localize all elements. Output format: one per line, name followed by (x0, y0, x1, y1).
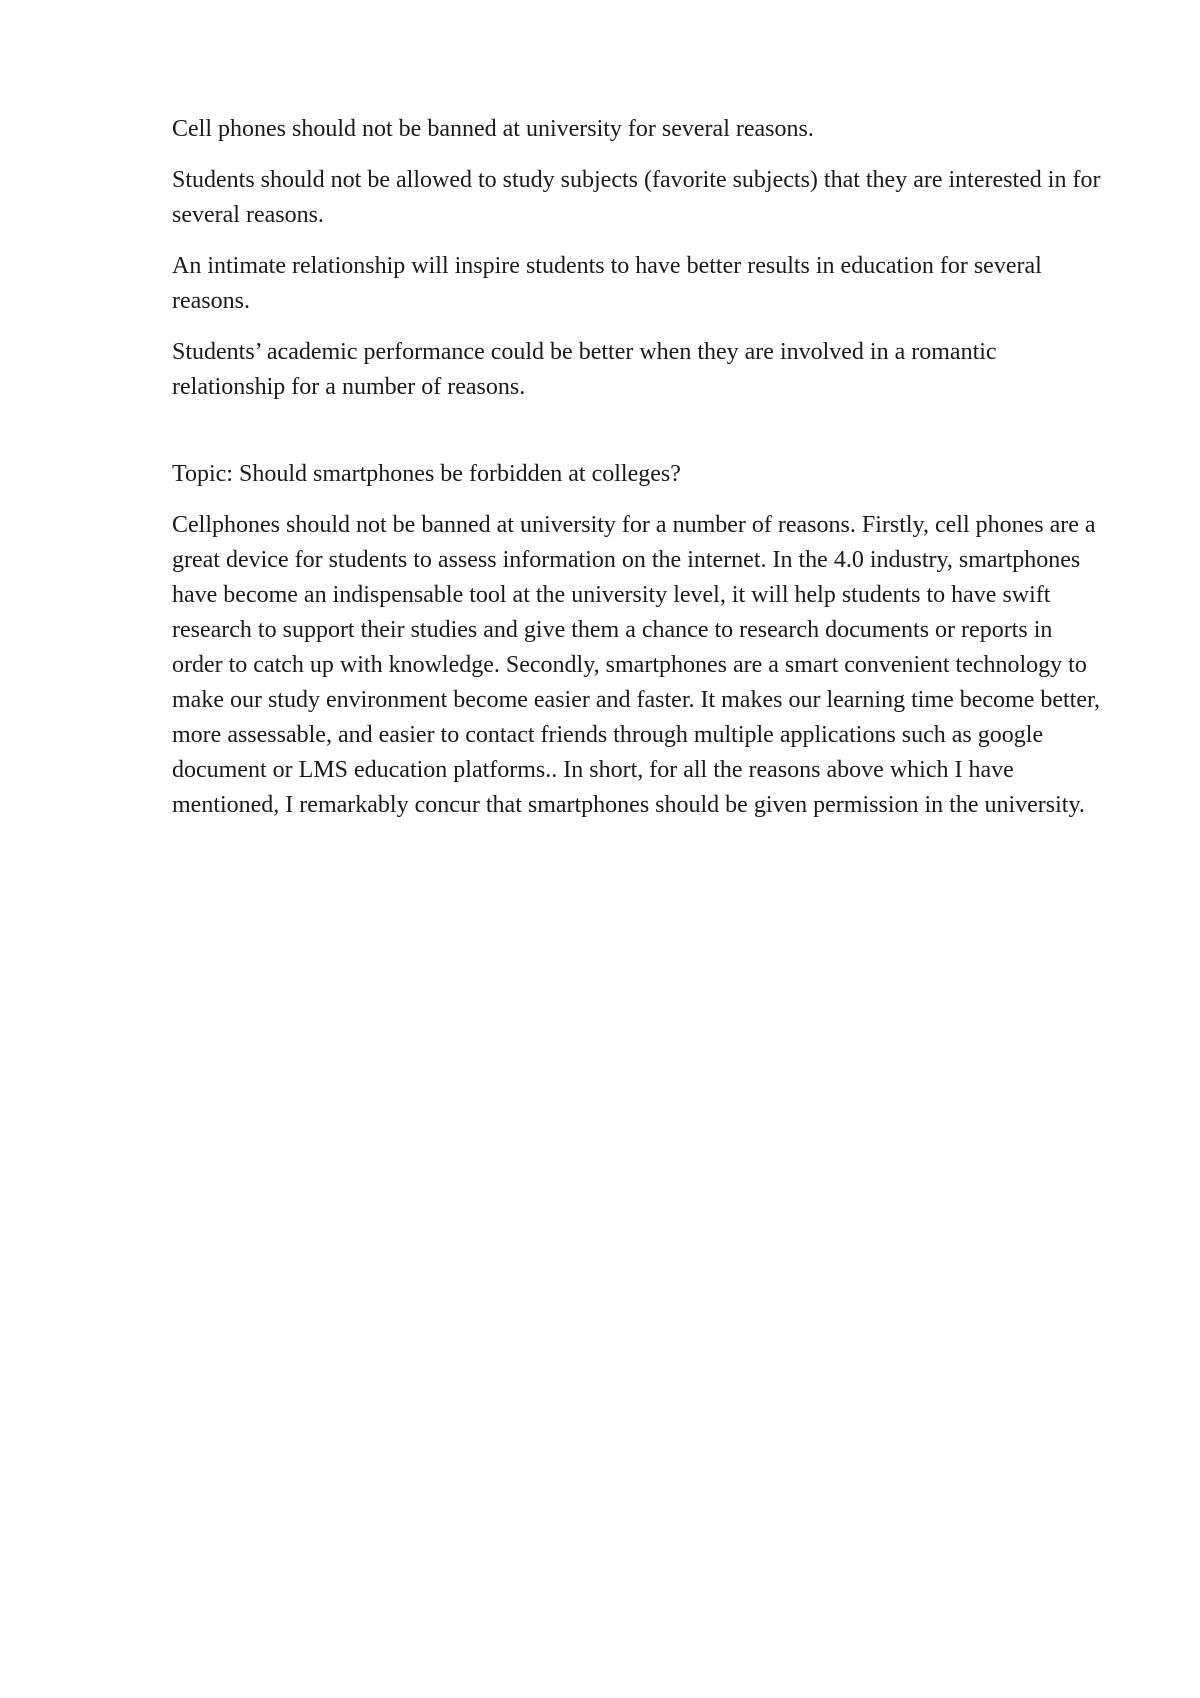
essay-paragraph: Cellphones should not be banned at university for a number of reasons. Firstly, cell phones are a great device for students to assess information on the internet. In the 4.0 industry, smartphones have become an indispensable tool at the university level, it will help students to have swift research to support their studies and give them a chance to research documents or reports in order to catch up with knowledge. Secondly, smartphones are a smart convenient technology to make our study environment become easier and faster. It makes our learning time become better, more assessable, and easier to contact friends through multiple applications such as google document or LMS education platforms.. In short, for all the reasons above which I have mentioned, I remarkably concur that smartphones should be given permission in the university. (172, 512, 1101, 818)
thesis-statement-4: Students’ academic performance could be better when they are involved in a romantic relationship for a number of reasons. (172, 339, 997, 400)
document-body (172, 112, 1102, 839)
thesis-statement-2: Students should not be allowed to study subjects (favorite subjects) that they are interested in for several reasons. (172, 167, 1101, 228)
thesis-statement-1: Cell phones should not be banned at university for several reasons. (172, 116, 814, 142)
topic-heading: Topic: Should smartphones be forbidden at colleges? (172, 461, 681, 487)
section-spacer (172, 421, 1102, 457)
thesis-statement-3: An intimate relationship will inspire students to have better results in education for several reasons. (172, 253, 1042, 314)
